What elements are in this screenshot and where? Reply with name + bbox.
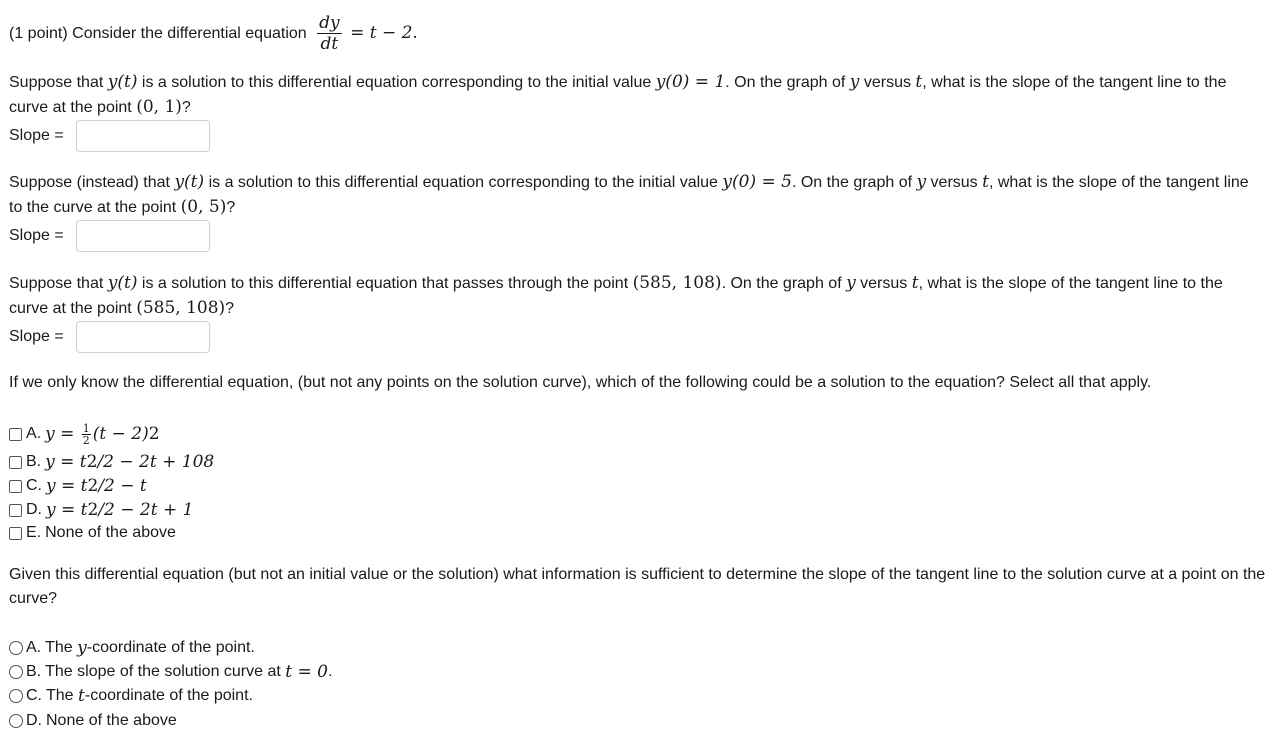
text: . On the graph of (725, 74, 850, 91)
option-letter: C. (26, 687, 42, 704)
option-text: -coordinate of the point. (84, 687, 253, 704)
derivative-fraction (317, 13, 342, 54)
option-letter: D. (26, 712, 42, 729)
checkbox[interactable] (9, 504, 22, 517)
option-text: None of the above (46, 712, 177, 729)
radio-option-a[interactable] (9, 636, 255, 660)
half-fraction (82, 423, 91, 446)
math: y (916, 172, 927, 192)
part4-question: If we only know the differential equation, (but not any points on the solution curve), which of the following could be a solution to the equation? Select all that apply. (9, 374, 1152, 391)
checkbox[interactable] (9, 480, 22, 493)
radio-button[interactable] (9, 714, 23, 728)
radio-option-d[interactable] (9, 709, 177, 733)
checkbox-option-a[interactable] (9, 421, 160, 447)
math: t (78, 686, 85, 706)
checkbox-option-e[interactable] (9, 521, 176, 545)
option-letter: E. (26, 524, 42, 541)
option-text: . (327, 663, 333, 680)
math: t (911, 273, 919, 293)
math: /2 − 2t + 1 (98, 500, 194, 520)
math: (585, 108) (632, 273, 722, 293)
option-text: None of the above (45, 524, 176, 541)
option-letter: D. (26, 501, 42, 518)
option-letter: C. (26, 477, 42, 494)
text: , what is the slope of the tangent line to the curve at the point (9, 174, 1249, 216)
text: , what is the slope of the tangent line to the curve at the point (9, 74, 1227, 116)
fraction-numerator: 1 (82, 421, 90, 435)
checkbox-option-d[interactable] (9, 498, 193, 522)
radio-button[interactable] (9, 641, 23, 655)
math: y = t (46, 476, 88, 496)
part1-slope-row (9, 118, 210, 154)
math: (585, 108) (136, 298, 226, 318)
text: , what is the slope of the tangent line to the curve at the point (9, 275, 1223, 317)
text: versus (926, 174, 983, 191)
text: is a solution to this differential equation corresponding to the initial value (137, 74, 656, 91)
part5-question: Given this differential equation (but not an initial value or the solution) what information is sufficient to determine the slope of the tangent line to the solution curve at a point on the curve? (9, 566, 1266, 607)
checkbox[interactable] (9, 527, 22, 540)
option-text: The (46, 687, 79, 704)
part1-slope-input[interactable] (76, 120, 210, 152)
radio-button[interactable] (9, 665, 23, 679)
math: y(t) (107, 273, 138, 293)
math: t (915, 72, 923, 92)
exponent: 2 (87, 500, 99, 520)
math: y(t) (107, 72, 138, 92)
math: t (982, 172, 989, 192)
text: Suppose that (9, 74, 108, 91)
part3-slope-input[interactable] (76, 321, 210, 353)
text: . On the graph of (791, 174, 917, 191)
slope-label: Slope = (9, 227, 64, 244)
exponent: 2 (86, 452, 98, 472)
radio-button[interactable] (9, 689, 23, 703)
text: versus (855, 275, 912, 292)
slope-label: Slope = (9, 328, 64, 345)
text: ? (225, 300, 235, 317)
part3-slope-row (9, 319, 210, 355)
text: is a solution to this differential equation corresponding to the initial value (204, 174, 723, 191)
checkbox[interactable] (9, 456, 22, 469)
math: y = t (46, 500, 88, 520)
math: y(t) (174, 172, 205, 192)
fraction-denominator: 2 (82, 433, 90, 447)
math: y(0) = 1 (655, 72, 726, 92)
checkbox-option-b[interactable] (9, 450, 214, 474)
question-intro (9, 9, 1266, 58)
option-text: The (45, 639, 78, 656)
text: Suppose that (9, 275, 108, 292)
option-text: -coordinate of the point. (86, 639, 255, 656)
math: y (849, 72, 860, 92)
text: . On the graph of (721, 275, 847, 292)
part3-question (9, 271, 1266, 321)
checkbox-option-c[interactable] (9, 474, 147, 498)
option-text: The slope of the solution curve at (45, 663, 286, 680)
fraction-denominator: dt (320, 34, 339, 55)
part2-slope-input[interactable] (76, 220, 210, 252)
equation-rhs: = t − 2. (350, 23, 418, 43)
math: /2 − t (98, 476, 147, 496)
option-letter: B. (26, 453, 42, 470)
text: is a solution to this differential equation that passes through the point (137, 275, 633, 292)
checkbox[interactable] (9, 428, 22, 441)
fraction-numerator: dy (319, 13, 340, 34)
math: t = 0 (285, 662, 328, 682)
math: (0, 5) (180, 197, 227, 217)
math: y = t (45, 452, 87, 472)
math: y (77, 638, 87, 658)
part1-question (9, 70, 1266, 120)
option-letter: A. (26, 425, 42, 442)
slope-label: Slope = (9, 127, 64, 144)
text: Suppose (instead) that (9, 174, 175, 191)
exponent: 2 (87, 476, 99, 496)
radio-option-c[interactable] (9, 684, 253, 708)
part2-slope-row (9, 218, 210, 254)
math: /2 − 2t + 108 (97, 452, 215, 472)
math: y (846, 273, 856, 293)
text: versus (859, 74, 916, 91)
math: y = (45, 424, 80, 444)
math: (t − 2) (92, 424, 149, 444)
option-letter: B. (26, 663, 42, 680)
points-text: (1 point) Consider the differential equation (9, 25, 307, 42)
radio-option-b[interactable] (9, 660, 332, 684)
text: ? (226, 199, 236, 216)
exponent: 2 (148, 424, 160, 444)
math: y(0) = 5 (722, 172, 792, 192)
text: ? (181, 99, 191, 116)
part2-question (9, 170, 1266, 220)
math: (0, 1) (136, 97, 182, 117)
option-letter: A. (26, 639, 42, 656)
